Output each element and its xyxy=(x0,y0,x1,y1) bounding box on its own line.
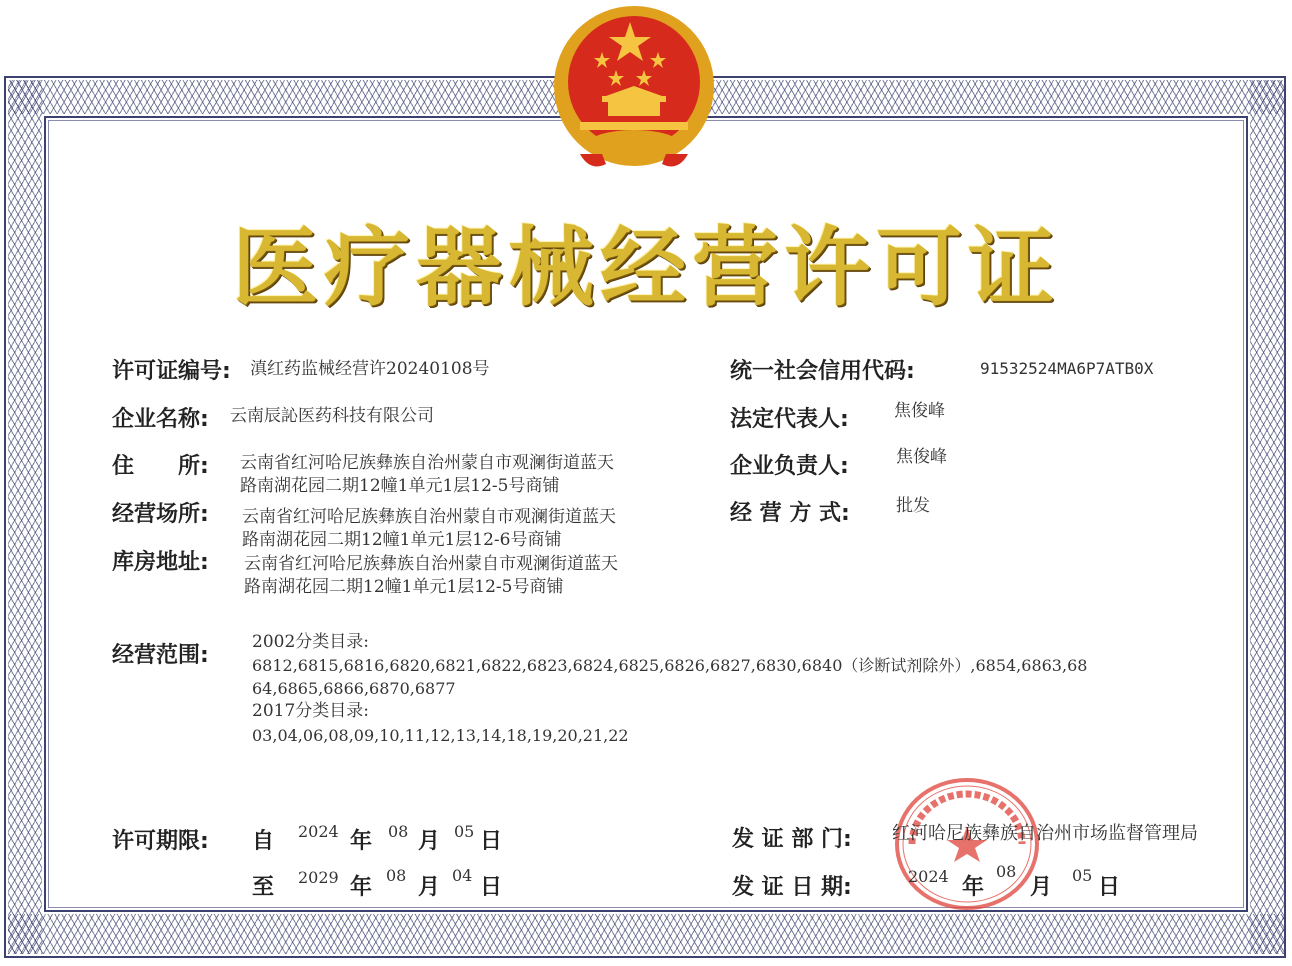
mode-value: 批发 xyxy=(896,496,930,516)
from-label: 自 xyxy=(252,829,275,854)
legal-rep-label: 法定代表人: xyxy=(730,407,849,432)
warehouse-line1: 云南省红河哈尼族彝族自治州蒙自市观澜街道蓝天 xyxy=(244,554,618,574)
address-label: 住 所: xyxy=(112,454,209,479)
issuer-label: 发 证 部 门: xyxy=(732,827,852,852)
address-line2: 路南湖花园二期12幢1单元1层12-5号商铺 xyxy=(240,476,560,496)
issue-month: 08 xyxy=(996,862,1017,881)
license-no-value: 滇红药监械经营许20240108号 xyxy=(250,359,490,379)
issue-year-char: 年 xyxy=(962,875,985,900)
from-day: 05 xyxy=(454,822,475,841)
from-year: 2024 xyxy=(298,822,339,841)
issue-day-char: 日 xyxy=(1098,875,1121,900)
company-label: 企业名称: xyxy=(112,407,209,432)
from-day-char: 日 xyxy=(480,829,503,854)
scope-label: 经营范围: xyxy=(112,643,209,668)
issuer-value: 红河哈尼族彝族自治州市场监督管理局 xyxy=(892,823,1198,844)
to-month-char: 月 xyxy=(418,875,441,900)
premises-line1: 云南省红河哈尼族彝族自治州蒙自市观澜街道蓝天 xyxy=(242,507,616,527)
premises-label: 经营场所: xyxy=(112,502,209,527)
mode-label: 经 营 方 式: xyxy=(730,501,850,526)
to-year-char: 年 xyxy=(350,875,373,900)
legal-rep-value: 焦俊峰 xyxy=(894,401,945,421)
validity-label: 许可期限: xyxy=(112,829,209,854)
manager-label: 企业负责人: xyxy=(730,454,849,479)
issue-year: 2024 xyxy=(908,867,949,886)
warehouse-line2: 路南湖花园二期12幢1单元1层12-5号商铺 xyxy=(244,577,564,597)
scope-line: 6812,6815,6816,6820,6821,6822,6823,6824,6825,6826,6827,6830,6840（诊断试剂除外）,6854,6863,68 xyxy=(252,656,1088,675)
credit-code-label: 统一社会信用代码: xyxy=(730,359,915,384)
to-day: 04 xyxy=(452,866,473,885)
certificate-title: 医疗器械经营许可证 xyxy=(232,217,1060,318)
scope-line: 03,04,06,08,09,10,11,12,13,14,18,19,20,21,22 xyxy=(252,726,629,745)
to-month: 08 xyxy=(386,866,407,885)
scope-line: 2002分类目录: xyxy=(252,632,369,652)
to-label: 至 xyxy=(252,875,275,900)
issue-date-label: 发 证 日 期: xyxy=(732,875,852,900)
from-year-char: 年 xyxy=(350,829,373,854)
premises-line2: 路南湖花园二期12幢1单元1层12-6号商铺 xyxy=(242,530,562,550)
from-month-char: 月 xyxy=(418,829,441,854)
license-no-label: 许可证编号: xyxy=(112,359,231,384)
address-line1: 云南省红河哈尼族彝族自治州蒙自市观澜街道蓝天 xyxy=(240,453,614,473)
to-year: 2029 xyxy=(298,868,339,887)
to-day-char: 日 xyxy=(480,875,503,900)
manager-value: 焦俊峰 xyxy=(896,447,947,467)
company-value: 云南辰訫医药科技有限公司 xyxy=(230,406,434,426)
issue-month-char: 月 xyxy=(1030,875,1053,900)
scope-line: 2017分类目录: xyxy=(252,701,369,721)
national-emblem-icon xyxy=(550,4,718,176)
warehouse-label: 库房地址: xyxy=(112,550,209,575)
from-month: 08 xyxy=(388,822,409,841)
credit-code-value: 91532524MA6P7ATB0X xyxy=(980,359,1154,378)
scope-line: 64,6865,6866,6870,6877 xyxy=(252,679,456,698)
issue-day: 05 xyxy=(1072,866,1093,885)
